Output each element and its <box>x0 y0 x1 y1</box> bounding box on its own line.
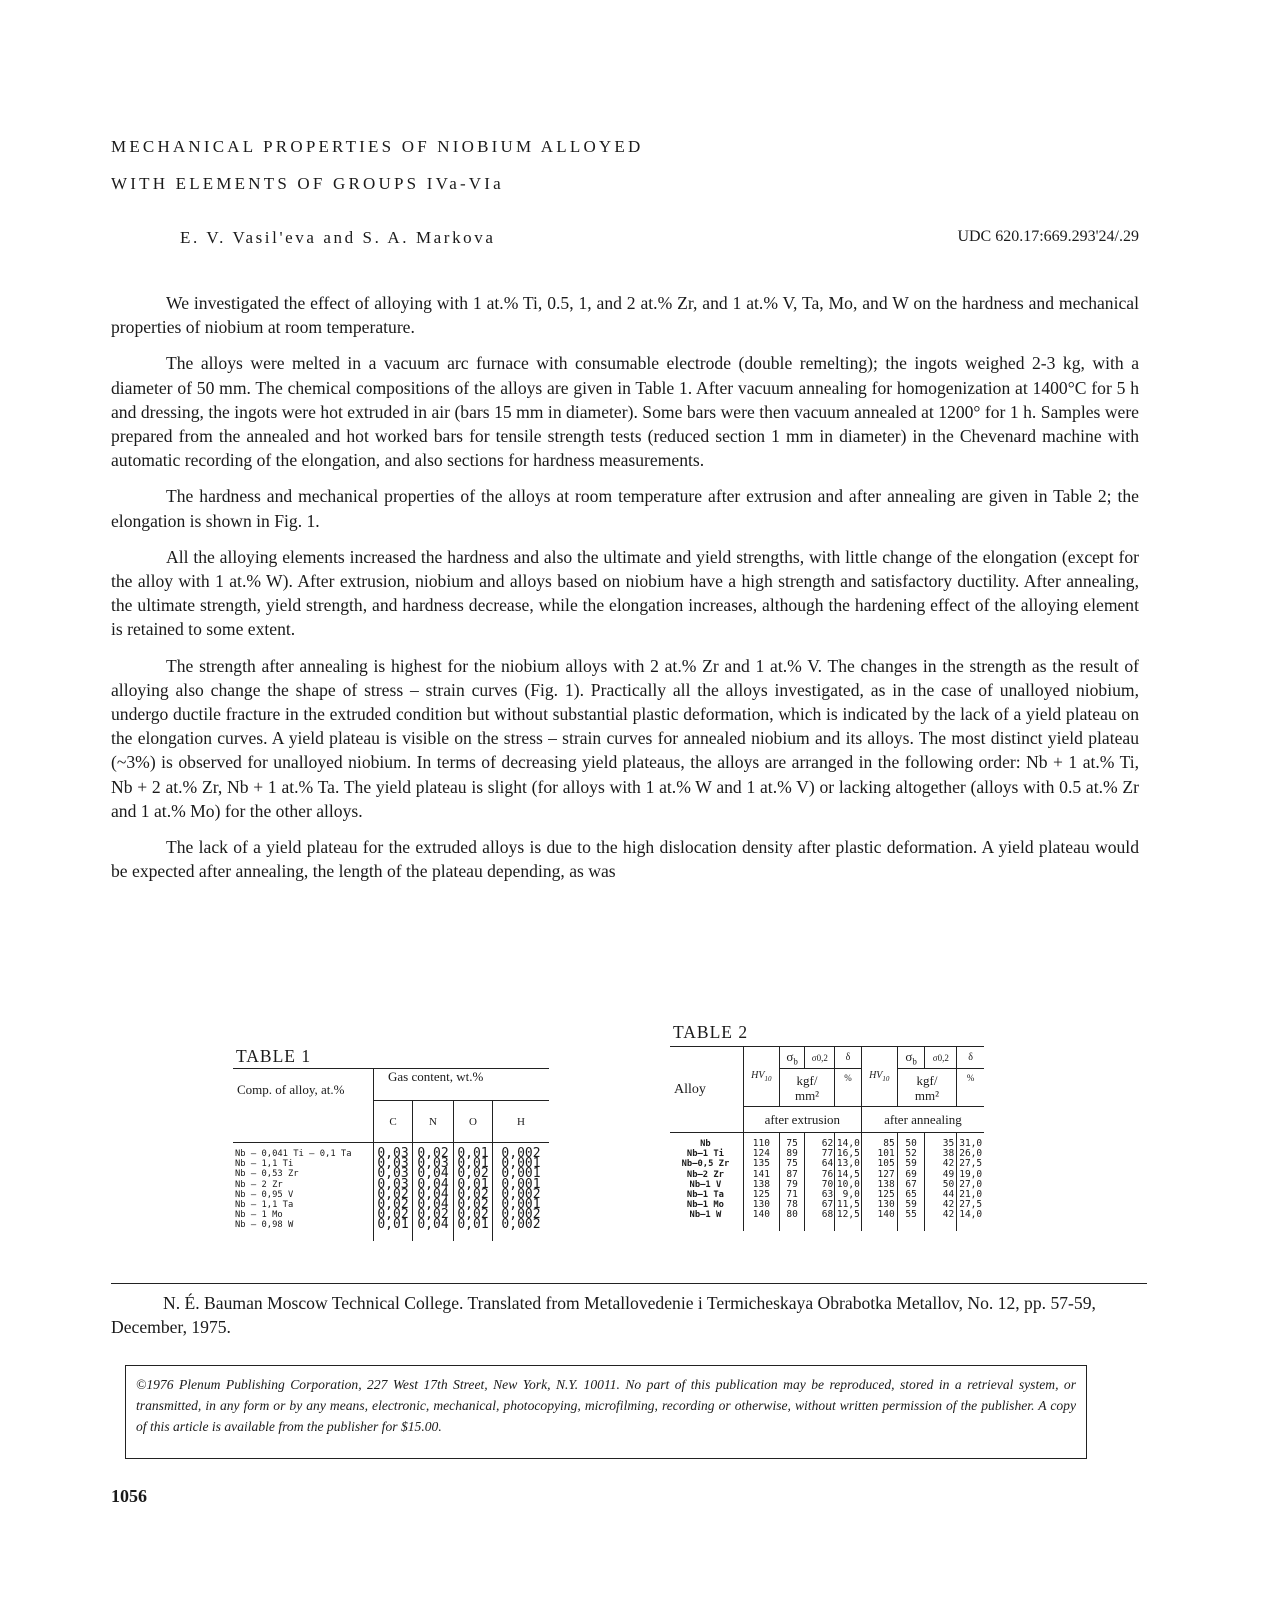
table-2-ext-hv: 110 124 135 141 138 125 130 140 <box>743 1133 779 1231</box>
table-2-unit-pct-annealing: % <box>957 1069 984 1107</box>
table-2-header-sigma-b-annealing: $\sigma_b$ <box>897 1047 925 1069</box>
table-2-header-hv-annealing: $HV_{10}$ <box>861 1047 897 1107</box>
table-1-col-o: O <box>454 1101 493 1143</box>
paragraph-3: The hardness and mechanical properties of the alloys at room temperature after extrusion and after annealing are given in Table 2; the elongation is shown in Fig. 1. <box>111 486 1139 531</box>
article-title-line-1: MECHANICAL PROPERTIES OF NIOBIUM ALLOYED <box>111 137 644 156</box>
table-2-ann-delta: 31,0 26,0 27,5 19,0 27,0 21,0 27,5 14,0 <box>959 1138 983 1221</box>
table-2-unit-pct-extrusion: % <box>835 1069 862 1107</box>
footnote: N. É. Bauman Moscow Technical College. Translated from Metallovedenie i Termicheskaya Obrabotka Metallov, No. 12, pp. 57-59, December, 1975. <box>111 1293 1096 1337</box>
table-1-alloys: Nb – 0,041 Ti – 0,1 Ta Nb – 1,1 Ti Nb – 0,53 Zr Nb – 2 Zr Nb – 0,95 V Nb – 1,1 Ta Nb – 1 Mo Nb – 0,98 W <box>233 1143 374 1241</box>
table-1-header-composition: Comp. of alloy, at.% <box>233 1069 374 1143</box>
table-2-group-after-extrusion: after extrusion <box>743 1107 861 1133</box>
table-2 <box>670 1046 984 1231</box>
table-2-ann-sigma-02: 35 38 42 49 50 44 42 42 <box>925 1133 957 1231</box>
table-1-caption: TABLE 1 <box>236 1046 312 1066</box>
paragraph-1: We investigated the effect of alloying with 1 at.% Ti, 0.5, 1, and 2 at.% Zr, and 1 at.% V, Ta, Mo, and W on the hardness and mechanical properties of niobium at room temperature. <box>111 293 1139 338</box>
footnote-divider <box>111 1283 1147 1284</box>
table-2-header-alloy: Alloy <box>670 1047 743 1133</box>
paragraph-6: The lack of a yield plateau for the extruded alloys is due to the high dislocation density after plastic deformation. A yield plateau would be expected after annealing, the length of the plateau depending, as was <box>111 837 1139 882</box>
article-title-line-2: WITH ELEMENTS OF GROUPS IVa-VIa <box>111 174 504 193</box>
table-2-header-delta-annealing: δ <box>957 1047 984 1069</box>
table-2-header-sigma-b-extrusion: $\sigma_b$ <box>779 1047 805 1069</box>
table-2-unit-annealing: kgf/ mm² <box>897 1069 957 1107</box>
table-2-header-delta-extrusion: δ <box>835 1047 862 1069</box>
page-number: 1056 <box>111 1486 147 1506</box>
table-2-ext-sigma-b: 75 89 75 87 79 71 78 80 <box>779 1133 805 1231</box>
udc-code: UDC 620.17:669.293'24/.29 <box>957 228 1139 245</box>
authors: E. V. Vasil'eva and S. A. Markova <box>180 228 496 247</box>
table-1-values-h: 0,002 0,001 0,001 0,001 0,002 0,001 0,002 0,002 <box>501 1146 541 1233</box>
paragraph-5: The strength after annealing is highest for the niobium alloys with 2 at.% Zr and 1 at.% V. The changes in the strength as the result of alloying also change the shape of stress – strain curves (Fig. 1). Practically all the alloys investigated, as in the case of unalloyed niobium, undergo ductile fracture in the extruded condition but without substantial plastic deformation, which is indicated by the lack of a yield plateau on the elongation curves. A yield plateau is visible on the stress – strain curves for annealed niobium and its alloys. The most distinct yield plateau (~3%) is observed for unalloyed niobium. In terms of decreasing yield plateaus, the alloys are arranged in the following order: Nb + 1 at.% Ti, Nb + 2 at.% Zr, Nb + 1 at.% Ta. The yield plateau is slight (for alloys with 1 at.% W and 1 at.% V) or lacking altogether (alloys with 0.5 at.% Zr and 1 at.% Mo) for the other alloys. <box>111 655 1139 821</box>
table-1-values-o: 0,01 0,01 0,02 0,01 0,02 0,02 0,02 0,01 <box>454 1143 493 1241</box>
table-1-col-n: N <box>413 1101 454 1143</box>
table-2-ext-delta: 14,0 16,5 13,0 14,5 10,0 9,0 11,5 12,5 <box>835 1133 862 1231</box>
table-1-col-c: C <box>374 1101 413 1143</box>
table-1-col-h: H <box>493 1101 550 1143</box>
table-1-header-gas: Gas content, wt.% <box>374 1069 550 1101</box>
table-2-ann-hv: 85 101 105 127 138 125 130 140 <box>861 1133 897 1231</box>
table-1-values-c: 0,03 0,03 0,03 0,03 0,02 0,02 0,02 0,01 <box>374 1143 413 1241</box>
paragraph-2: The alloys were melted in a vacuum arc furnace with consumable electrode (double remelting); the ingots weighed 2-3 kg, with a diameter of 50 mm. The chemical compositions of the alloys are given in Table 1. After vacuum annealing for homogenization at 1400°C for 5 h and dressing, the ingots were hot extruded in air (bars 15 mm in diameter). Some bars were then vacuum annealed at 1200° for 1 h. Samples were prepared from the annealed and hot worked bars for tensile strength tests (reduced section 1 mm in diameter) in the Chevenard machine with automatic recording of the elongation, and also sections for hardness measurements. <box>111 353 1139 471</box>
table-2-header-hv-extrusion: $HV_{10}$ <box>743 1047 779 1107</box>
paragraph-4: All the alloying elements increased the hardness and also the ultimate and yield strengths, with little change of the elongation (except for the alloy with 1 at.% W). After extrusion, niobium and alloys based on niobium have a high strength and satisfactory ductility. After annealing, the ultimate strength, yield strength, and hardness decrease, while the elongation increases, although the hardening effect of the alloying element is retained to some extent. <box>111 546 1139 640</box>
table-1-values-n: 0,02 0,03 0,04 0,04 0,04 0,04 0,02 0,04 <box>413 1143 454 1241</box>
table-1 <box>233 1068 549 1241</box>
table-2-ext-sigma-02: 62 77 64 76 70 63 67 68 <box>805 1133 835 1231</box>
table-2-header-sigma-02-annealing: σ0,2 <box>925 1047 957 1069</box>
copyright-notice: ©1976 Plenum Publishing Corporation, 227 West 17th Street, New York, N.Y. 10011. No part of this publication may be reproduced, stored in a retrieval system, or transmitted, in any form or by any means, electronic, mechanical, photocopying, microfilming, recording or otherwise, without written permission of the publisher. A copy of this article is available from the publisher for $15.00. <box>125 1365 1087 1459</box>
table-2-ann-sigma-b: 50 52 59 69 67 65 59 55 <box>897 1133 925 1231</box>
table-2-caption: TABLE 2 <box>673 1022 749 1042</box>
table-2-unit-extrusion: kgf/ mm² <box>779 1069 834 1107</box>
table-2-alloys: Nb Nb–1 Ti Nb–0,5 Zr Nb–2 Zr Nb–1 V Nb–1 Ta Nb–1 Mo Nb–1 W <box>681 1139 730 1221</box>
table-2-group-after-annealing: after annealing <box>861 1107 984 1133</box>
article-body <box>111 291 1139 895</box>
table-2-header-sigma-02-extrusion: σ0,2 <box>805 1047 835 1069</box>
